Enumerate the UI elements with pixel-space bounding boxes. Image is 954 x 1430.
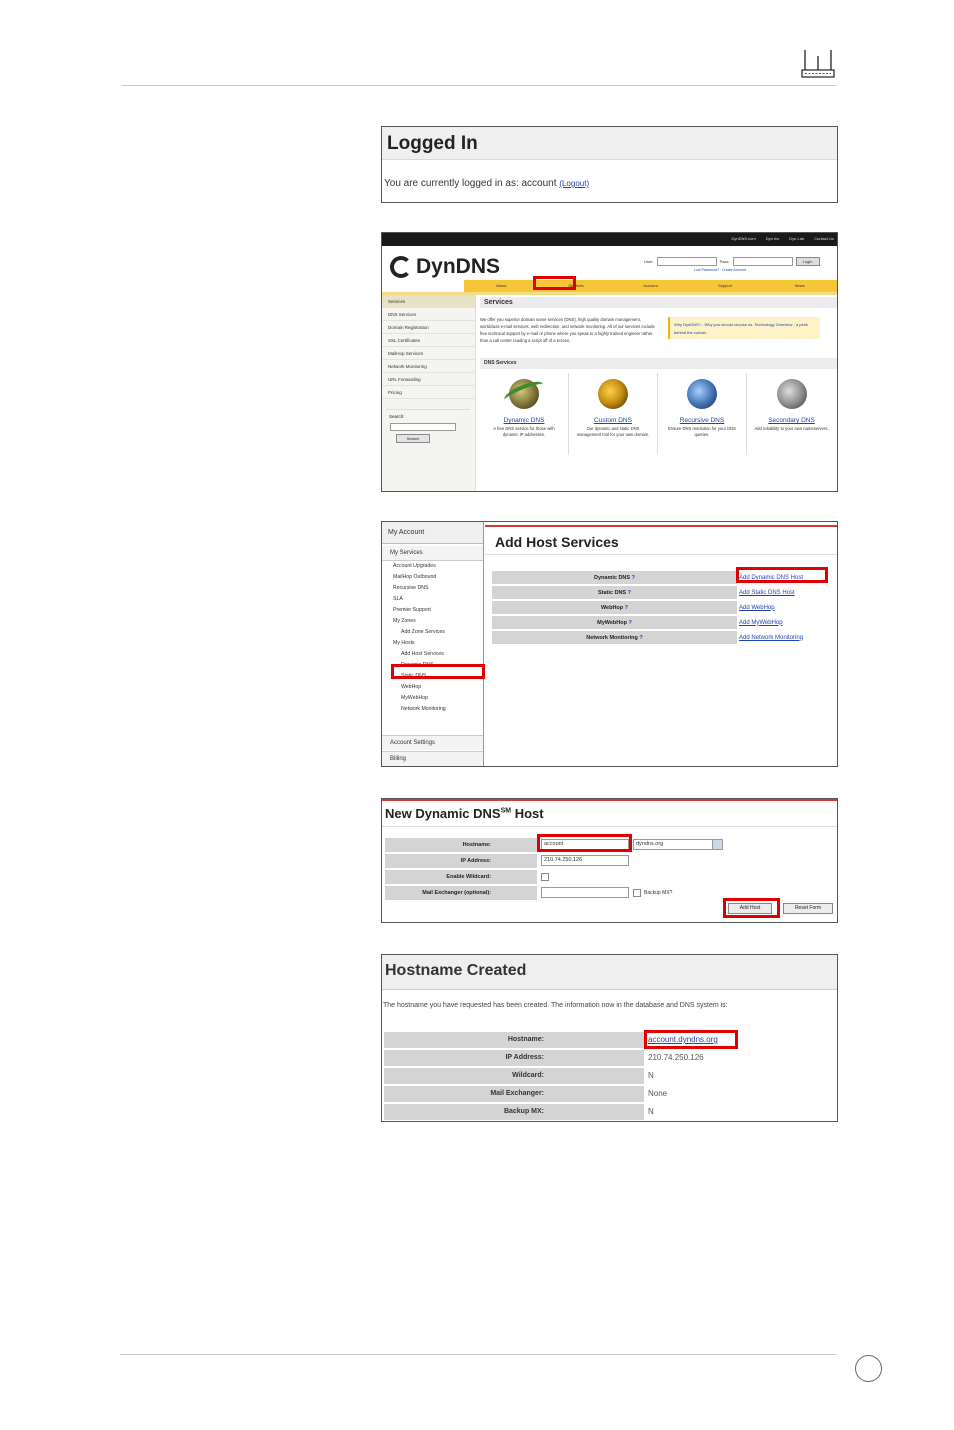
why-dyndns-note[interactable]: Why DynDNS? - Why you should choose us. Technology Overview - a peek behind the curtain.	[668, 317, 820, 339]
nav-item[interactable]: SLA	[393, 596, 403, 602]
nav-my-services[interactable]: My Services	[382, 546, 483, 561]
sidebar-item-ssl[interactable]: SSL Certificates	[382, 334, 475, 347]
result-row: Backup MX: N	[384, 1103, 837, 1120]
nav-item[interactable]: MailHop Outbound	[393, 574, 437, 580]
hostname-link[interactable]: account.dyndns.org	[648, 1035, 718, 1044]
top-links	[732, 236, 835, 241]
result-row: IP Address: 210.74.250.126	[384, 1049, 837, 1066]
logout-link[interactable]: (Logout)	[559, 179, 590, 188]
help-icon[interactable]: ?	[624, 604, 629, 611]
created-message: The hostname you have requested has been created. The information now in the database and DNS system is:	[383, 1002, 728, 1009]
nav-account-settings[interactable]: Account Settings	[382, 735, 483, 750]
logged-in-panel	[381, 126, 838, 203]
footer-rule	[120, 1354, 836, 1355]
nav-item[interactable]: Recursive DNS	[393, 585, 429, 591]
services-title: Services	[480, 297, 837, 308]
add-host-button[interactable]: Add Host	[728, 903, 772, 914]
search-input[interactable]	[390, 423, 456, 431]
search-button[interactable]: Search	[396, 434, 430, 443]
domain-select[interactable]: dyndns.org	[633, 839, 723, 850]
services-intro: We offer you superior domain name services (DNS), high quality domain management, worldclass e-mail services, web redirection, and network monitoring. All of our services include free technical support by e-mail or phone where you speak to a highly trained engineer rather than a call center reading a script off of a screen.	[480, 317, 655, 343]
user-input[interactable]	[657, 257, 717, 266]
dns-globe-icon	[687, 379, 717, 409]
result-row: Hostname: account.dyndns.org	[384, 1031, 837, 1048]
table-row: Static DNS ? Add Static DNS Host	[492, 586, 832, 599]
wildcard-checkbox[interactable]	[541, 873, 549, 881]
new-host-form	[381, 798, 838, 923]
help-icon[interactable]: ?	[627, 589, 632, 596]
nav-support[interactable]: Support	[718, 283, 733, 288]
help-icon[interactable]: ?	[628, 619, 632, 626]
reset-form-button[interactable]: Reset Form	[783, 903, 833, 914]
ip-address-input[interactable]: 210.74.250.126	[541, 855, 629, 866]
tile-recursive-dns[interactable]: Recursive DNS Ensure DNS resolution for your DNS queries.	[658, 373, 747, 455]
mx-row: Mail Exchanger (optional): Backup MX?	[385, 885, 835, 900]
highlight-add-dynamic-dns	[736, 567, 828, 583]
add-host-services-page	[381, 521, 838, 767]
account-links[interactable]: Lost Password? · Create Account	[694, 268, 746, 272]
nav-news[interactable]: News	[794, 283, 805, 288]
created-title: Hostname Created	[382, 955, 837, 990]
top-link[interactable]: Contact Us	[814, 236, 834, 241]
add-static-dns-link[interactable]: Add Static DNS Host	[739, 589, 795, 596]
nav-item[interactable]: My Zones	[393, 618, 416, 624]
nav-billing[interactable]: Billing	[382, 751, 483, 766]
top-link[interactable]: DynDNS.com	[731, 236, 756, 241]
nav-item[interactable]: WebHop	[401, 684, 422, 690]
result-row: Wildcard: N	[384, 1067, 837, 1084]
nav-add-host-services[interactable]: Add Host Services	[401, 651, 444, 657]
sidebar-item-monitoring[interactable]: Network Monitoring	[382, 360, 475, 373]
top-link[interactable]: Dyn Inc	[765, 236, 780, 241]
top-link[interactable]: Dyn Lab	[789, 236, 805, 241]
hostname-row: Hostname: account dyndns.org	[385, 837, 835, 852]
sidebar-item-domain[interactable]: Domain Registration	[382, 321, 475, 334]
sidebar-item-url[interactable]: URL Forwarding	[382, 373, 475, 386]
sidebar-search: Search: Search	[386, 409, 470, 449]
nav-my-account[interactable]: My Account	[382, 522, 483, 544]
login-form: User: Pass: Login	[644, 257, 820, 266]
table-row: MyWebHop ? Add MyWebHop	[492, 616, 832, 629]
wildcard-row: Enable Wildcard:	[385, 869, 835, 884]
header-rule	[122, 85, 836, 86]
sidebar-item-services[interactable]: Services	[382, 295, 475, 308]
nav-item[interactable]: Network Monitoring	[401, 706, 446, 712]
account-nav	[382, 522, 484, 767]
dns-globe-icon	[777, 379, 807, 409]
dns-tiles	[480, 373, 837, 455]
hostname-input[interactable]: account	[541, 839, 629, 850]
table-row: Dynamic DNS ? Add Dynamic DNS Host	[492, 571, 832, 584]
page-number-circle	[855, 1355, 882, 1382]
highlight-add-host-services	[391, 664, 485, 679]
main-nav	[464, 280, 837, 292]
add-webhop-link[interactable]: Add WebHop	[739, 604, 775, 611]
nav-item[interactable]: Add Zone Services	[401, 629, 445, 635]
nav-my-hosts[interactable]: My Hosts	[393, 640, 415, 646]
title-rule	[485, 554, 838, 555]
sidebar-item-dns[interactable]: DNS Services	[382, 308, 475, 321]
highlight-hostname	[537, 834, 632, 852]
nav-item[interactable]: Static DNS	[401, 673, 427, 679]
services-main	[480, 297, 837, 455]
tile-dynamic-dns[interactable]: Dynamic DNS A free DNS service for those with dynamic IP addresses.	[480, 373, 569, 455]
top-strip	[382, 233, 837, 246]
dyndns-logo[interactable]: DynDNS	[390, 255, 500, 279]
dns-globe-icon	[598, 379, 628, 409]
logged-in-title: Logged In	[382, 127, 837, 160]
table-row: Network Monitoring ? Add Network Monitoring	[492, 631, 832, 644]
highlight-hostname-link	[644, 1030, 738, 1049]
sidebar-item-mailhop[interactable]: MailHop Services	[382, 347, 475, 360]
hostname-created-panel	[381, 954, 838, 1122]
sidebar-item-pricing[interactable]: Pricing	[382, 386, 475, 399]
logo-ring-icon	[390, 256, 412, 278]
nav-item[interactable]: MyWebHop	[401, 695, 429, 701]
help-icon[interactable]: ?	[639, 634, 643, 641]
password-input[interactable]	[733, 257, 793, 266]
new-host-title: New Dynamic DNS℠ Host	[382, 801, 837, 827]
nav-item[interactable]: Account Upgrades	[393, 563, 436, 569]
add-mywebhop-link[interactable]: Add MyWebHop	[739, 619, 783, 626]
dyndns-services-page	[381, 232, 838, 492]
services-sidebar	[382, 295, 476, 492]
nav-item[interactable]: Dynamic DNS	[401, 662, 434, 668]
logged-in-message: You are currently logged in as: account (Logout)	[384, 178, 590, 189]
add-host-title: Add Host Services	[495, 534, 619, 550]
highlight-services-tab	[533, 276, 576, 290]
nav-item[interactable]: Premier Support	[393, 607, 431, 613]
highlight-add-host	[723, 898, 780, 918]
mail-exchanger-input[interactable]	[541, 887, 629, 898]
add-network-monitoring-link[interactable]: Add Network Monitoring	[739, 634, 804, 641]
nav-services[interactable]: Services	[568, 283, 584, 288]
tile-custom-dns[interactable]: Custom DNS Our dynamic and static DNS management tool for your own domain.	[569, 373, 658, 455]
login-button[interactable]: Login	[796, 257, 820, 266]
table-row: WebHop ? Add WebHop	[492, 601, 832, 614]
add-dynamic-dns-link[interactable]: Add Dynamic DNS Host	[739, 574, 804, 581]
help-icon[interactable]: ?	[631, 574, 635, 581]
dns-services-heading: DNS Services	[480, 358, 837, 369]
nav-account[interactable]: Account	[643, 283, 658, 288]
result-row: Mail Exchanger: None	[384, 1085, 837, 1102]
dns-globe-icon	[509, 379, 539, 409]
backup-mx-checkbox[interactable]	[633, 889, 641, 897]
top-accent	[485, 525, 838, 527]
ip-row: IP Address: 210.74.250.126	[385, 853, 835, 868]
tile-secondary-dns[interactable]: Secondary DNS Add reliability to your own nameservers.	[747, 373, 836, 455]
nav-about[interactable]: About	[496, 283, 507, 288]
router-icon	[800, 48, 836, 82]
